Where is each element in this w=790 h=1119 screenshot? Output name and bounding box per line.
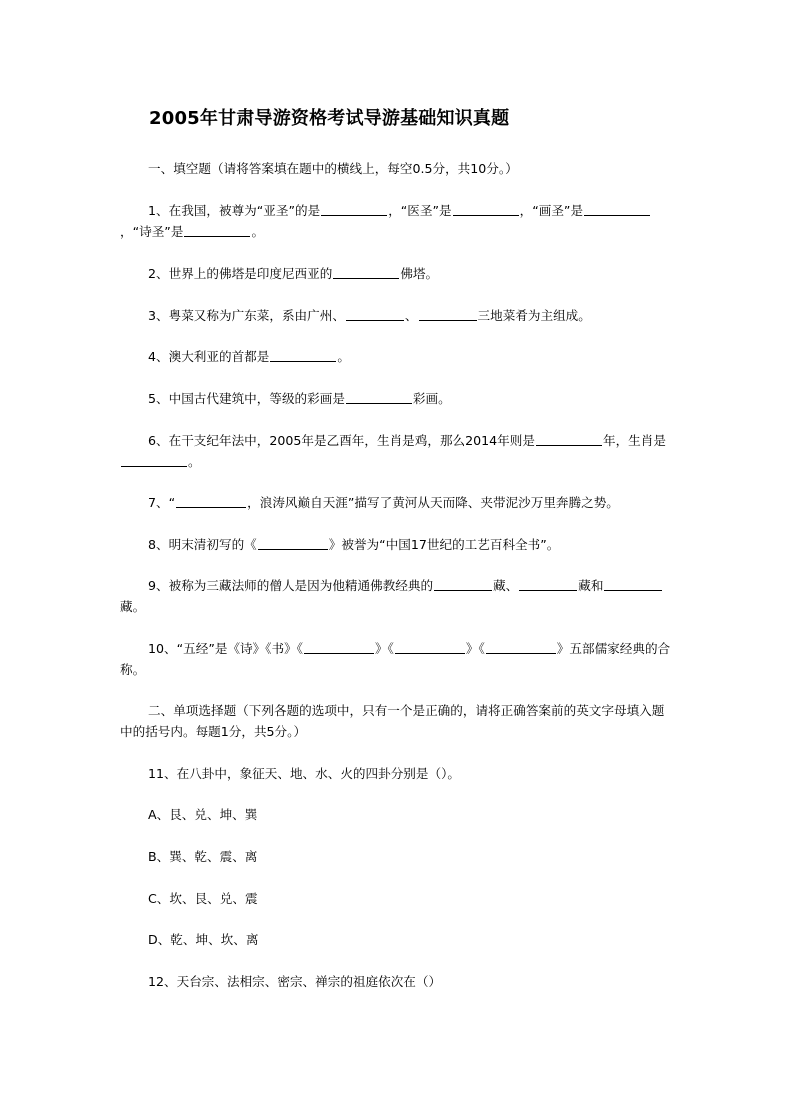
question-2: 2、世界上的佛塔是印度尼西亚的 佛塔。 — [148, 266, 439, 281]
answer-blank[interactable] — [346, 308, 404, 321]
question-6: 6、在干支纪年法中，2005年是乙酉年，生肖是鸡，那么2014年则是 年，生肖是。 — [120, 430, 672, 472]
answer-blank[interactable] — [304, 641, 374, 654]
question-11: 11、在八卦中，象征天、地、水、火的四卦分别是（）。 — [148, 766, 460, 781]
answer-blank[interactable] — [453, 203, 519, 216]
answer-blank[interactable] — [395, 641, 465, 654]
question-10: 10、“五经”是《诗》《书》《 》《 》《 》五部儒家经典的合称。 — [120, 641, 671, 677]
question-7: 7、“ ，浪涛风巅自天涯”描写了黄河从天而降、夹带泥沙万里奔腾之势。 — [148, 495, 619, 510]
question-1: 1、在我国，被尊为“亚圣”的是 ，“医圣”是 ，“画圣”是，“诗圣”是 。 — [120, 200, 672, 242]
answer-blank[interactable] — [176, 495, 246, 508]
answer-blank[interactable] — [486, 641, 556, 654]
answer-blank[interactable] — [604, 578, 662, 591]
question-12: 12、天台宗、法相宗、密宗、禅宗的祖庭依次在（） — [148, 974, 442, 989]
option-b: B、巽、乾、震、离 — [148, 849, 258, 864]
answer-blank[interactable] — [258, 537, 328, 550]
answer-blank[interactable] — [321, 203, 387, 216]
question-8: 8、明末清初写的《 》被誉为“中国17世纪的工艺百科全书”。 — [148, 537, 560, 552]
page-title: 2005年甘肃导游资格考试导游基础知识真题 — [149, 108, 510, 129]
answer-blank[interactable] — [346, 391, 412, 404]
question-5: 5、中国古代建筑中，等级的彩画是 彩画。 — [148, 391, 451, 406]
answer-blank[interactable] — [184, 224, 250, 237]
answer-blank[interactable] — [419, 308, 477, 321]
option-a: A、艮、兑、坤、巽 — [148, 807, 258, 822]
option-c: C、坎、艮、兑、震 — [148, 891, 258, 906]
question-3: 3、粤菜又称为广东菜，系由广州、 、 三地菜肴为主组成。 — [148, 308, 591, 323]
answer-blank[interactable] — [270, 349, 336, 362]
answer-blank[interactable] — [519, 578, 577, 591]
section-2-heading: 二、单项选择题（下列各题的选项中，只有一个是正确的，请将正确答案前的英文字母填入题中的括号内。每题1分，共5分。） — [120, 703, 665, 739]
section-1-heading: 一、填空题（请将答案填在题中的横线上，每空0.5分，共10分。） — [148, 161, 518, 176]
option-d: D、乾、坤、坎、离 — [148, 932, 259, 947]
question-9: 9、被称为三藏法师的僧人是因为他精通佛教经典的 藏、 藏和藏。 — [120, 575, 672, 617]
question-4: 4、澳大利亚的首都是 。 — [148, 349, 350, 364]
answer-blank[interactable] — [536, 433, 602, 446]
answer-blank[interactable] — [121, 454, 187, 467]
answer-blank[interactable] — [333, 266, 399, 279]
answer-blank[interactable] — [434, 578, 492, 591]
answer-blank[interactable] — [584, 203, 650, 216]
